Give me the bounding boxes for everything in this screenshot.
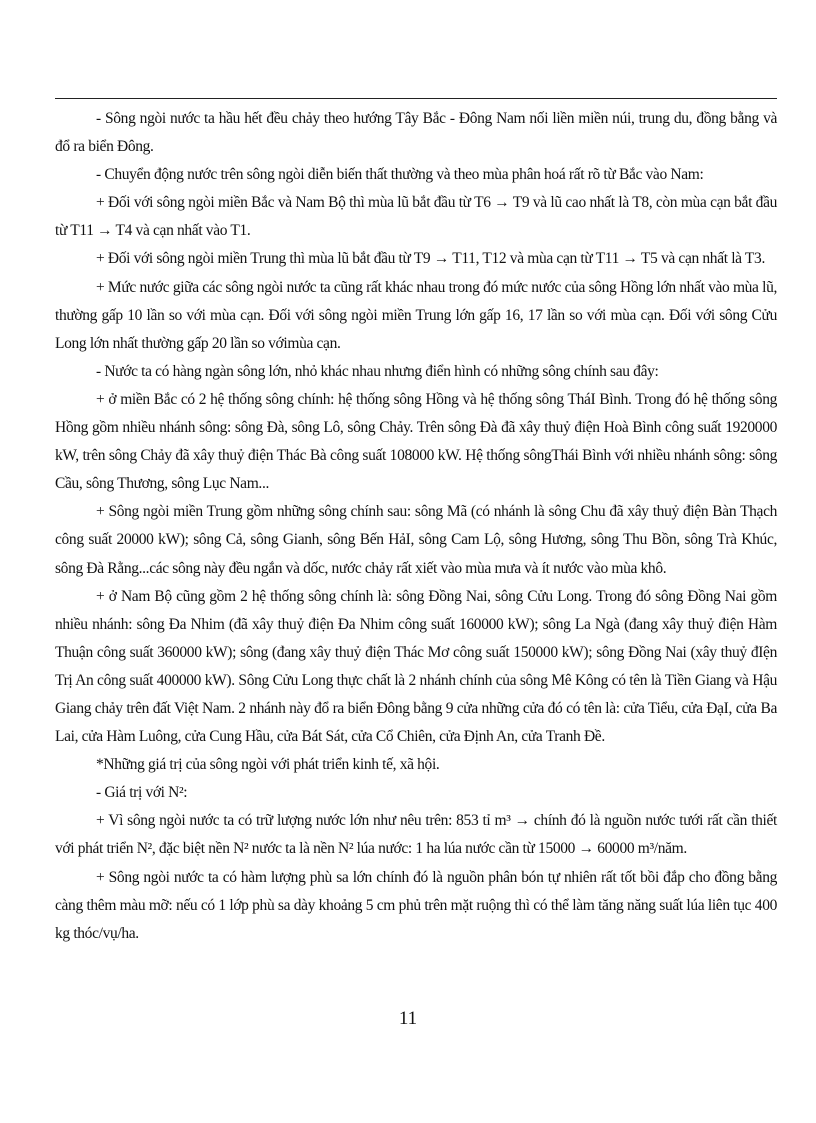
- paragraph-alluvium: + Sông ngòi nước ta có hàm lượng phù sa lớn chính đó là nguồn phân bón tự nhiên rất tốt bồi đắp cho đồng bằng càng thêm màu mỡ: nếu có 1 lớp phù sa dày khoảng 5 cm phủ trên mặt ruộng thì có thể làm tăng năng suất lúa liên tục 400 kg thóc/vụ/ha.: [55, 868, 777, 942]
- paragraph-north-south-floods: + Đối với sông ngòi miền Bắc và Nam Bộ thì mùa lũ bắt đầu từ T6 → T9 và lũ cao nhất là T8, còn mùa cạn bắt đầu từ T11 → T4 và cạn nhất vào T1.: [55, 194, 777, 240]
- paragraph-southern-systems: + ở Nam Bộ cũng gồm 2 hệ thống sông chính là: sông Đồng Nai, sông Cửu Long. Trong đó sông Đồng Nai gồm nhiều nhánh: sông Đa Nhim (đã xây thuỷ điện Đa Nhim công suất 160000 kW); sông La Ngà (đang xây thuỷ điện Hàm Thuận công suất 360000 kW); sông (đang xây thuỷ điện Thác Mơ công suất 150000 kW); sông Đồng Nai (xây thuỷ đIện Trị An công suất 400000 kW). Sông Cửu Long thực chất là 2 nhánh chính của sông Mê Kông có tên là Tiền Giang và Hậu Giang chảy trên đất Việt Nam. 2 nhánh này đổ ra biển Đông bằng 9 cửa những cửa đó có tên là: cửa Tiểu, cửa ĐạI, cửa Ba Lai, cửa Hàm Luông, cửa Cung Hầu, cửa Bát Sát, cửa Cổ Chiên, cửa Định An, cửa Tranh Đề.: [55, 587, 777, 746]
- paragraph-northern-systems: + ở miền Bắc có 2 hệ thống sông chính: hệ thống sông Hồng và hệ thống sông TháI Bình. Trong đó hệ thống sông Hồng gồm nhiều nhánh sông: sông Đà, sông Lô, sông Chảy. Trên sông Đà đã xây thuỷ điện Hoà Bình công suất 1920000 kW, trên sông Chảy đã xây thuỷ điện Thác Bà công suất 108000 kW. Hệ thống sôngThái Bình với nhiều nhánh sông: sông Cầu, sông Thương, sông Lục Nam...: [55, 390, 777, 493]
- paragraph-water-regime: - Chuyển động nước trên sông ngòi diễn biến thất thường và theo mùa phân hoá rất rõ từ Bắc vào Nam:: [96, 166, 704, 184]
- page-number: 11: [398, 1008, 418, 1029]
- paragraph-irrigation: + Vì sông ngòi nước ta có trữ lượng nước lớn như nêu trên: 853 tỉ m³ → chính đó là nguồn nước tưới rất cần thiết với phát triển N², đặc biệt nền N² nước ta là nền N² lúa nước: 1 ha lúa nước cần từ 15000 → 60000 m³/năm.: [55, 812, 777, 858]
- header-rule: [55, 98, 777, 99]
- document-body: [55, 105, 777, 948]
- paragraph-agriculture-value: - Giá trị với N²:: [96, 784, 188, 802]
- paragraph-water-levels: + Mức nước giữa các sông ngòi nước ta cũng rất khác nhau trong đó mức nước của sông Hồng lớn nhất vào mùa lũ, thường gấp 10 lần so với mùa cạn. Đối với sông ngòi miền Trung lớn gấp 16, 17 lần so với mùa cạn. Đối với sông Cửu Long lớn nhất thường gấp 20 lần so vớimùa cạn.: [55, 278, 777, 352]
- paragraph-main-rivers: - Nước ta có hàng ngàn sông lớn, nhỏ khác nhau nhưng điển hình có những sông chính sau đây:: [96, 362, 659, 380]
- paragraph-flow-direction: - Sông ngòi nước ta hầu hết đều chảy theo hướng Tây Bắc - Đông Nam nối liền miền núi, trung du, đồng bằng và đổ ra biển Đông.: [55, 110, 777, 156]
- paragraph-central-rivers: + Sông ngòi miền Trung gồm những sông chính sau: sông Mã (có nhánh là sông Chu đã xây thuỷ điện Bàn Thạch công suất 20000 kW); sông Cả, sông Gianh, sông Bến HảI, sông Cam Lộ, sông Hương, sông Thu Bồn, sông Trà Khúc, sông Đà Rằng...các sông này đều ngắn và dốc, nước chảy rất xiết vào mùa mưa và ít nước vào mùa khô.: [55, 503, 777, 577]
- paragraph-central-floods: + Đối với sông ngòi miền Trung thì mùa lũ bắt đầu từ T9 → T11, T12 và mùa cạn từ T11 → T5 và cạn nhất là T3.: [96, 250, 765, 268]
- paragraph-economic-values-heading: *Những giá trị của sông ngòi với phát triển kinh tế, xã hội.: [96, 756, 440, 774]
